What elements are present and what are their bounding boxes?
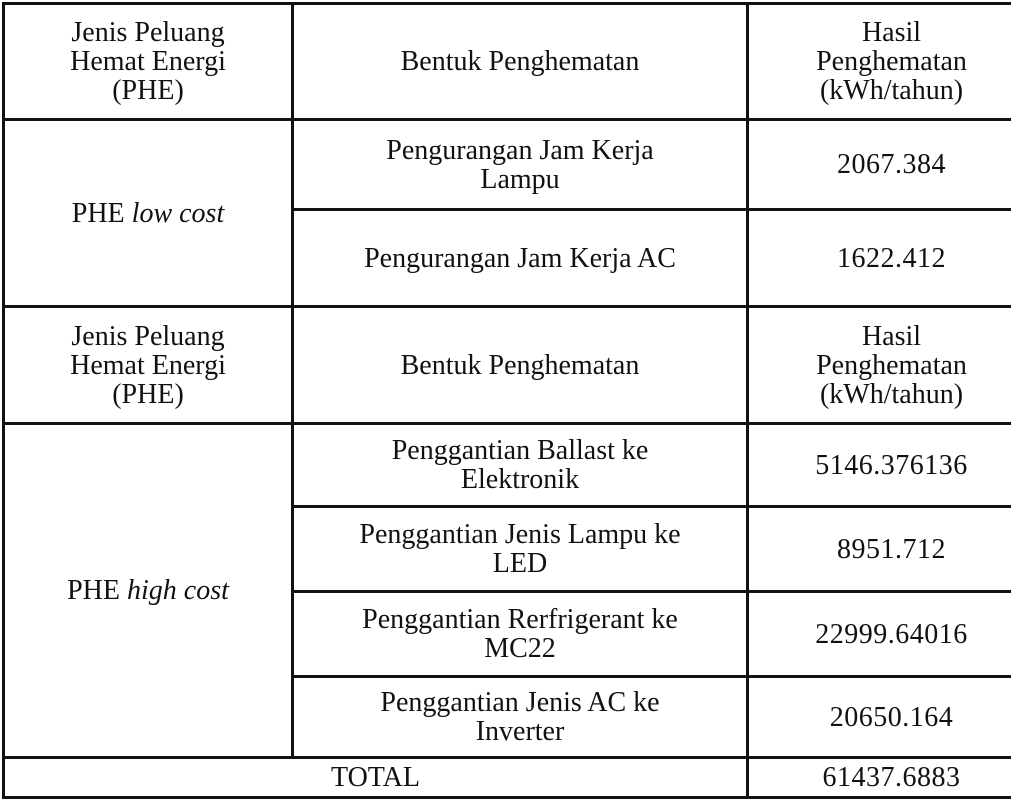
cell-text: Penggantian Ballast ke bbox=[391, 435, 649, 466]
header-bentuk: Bentuk Penghematan bbox=[293, 307, 748, 424]
header-text: Penghematan bbox=[816, 46, 967, 77]
header-text: Hasil bbox=[861, 320, 922, 352]
table-row bbox=[4, 120, 1011, 210]
hasil-cell: 20650.164 bbox=[748, 677, 1011, 758]
header-bentuk: Bentuk Penghematan bbox=[293, 4, 748, 120]
cell-text: Elektronik bbox=[460, 464, 580, 495]
cell-text: Penggantian Rerfrigerant ke bbox=[362, 604, 678, 635]
hasil-cell: 2067.384 bbox=[748, 120, 1011, 210]
cell-text: Inverter bbox=[475, 716, 565, 747]
group-label-italic: high cost bbox=[127, 575, 229, 606]
header-text: Hasil bbox=[861, 17, 922, 48]
group-label-italic: low cost bbox=[131, 197, 225, 229]
group-high-cost bbox=[4, 424, 293, 758]
hasil-cell: 22999.64016 bbox=[748, 592, 1011, 677]
group-low-cost bbox=[4, 120, 293, 307]
header-text: (PHE) bbox=[112, 75, 184, 106]
header-text: Jenis Peluang bbox=[71, 17, 225, 48]
cell-text: LED bbox=[492, 548, 548, 579]
energy-savings-table bbox=[2, 2, 1011, 799]
bentuk-cell bbox=[293, 677, 748, 758]
bentuk-cell bbox=[293, 592, 748, 677]
group-label: PHE bbox=[71, 197, 132, 229]
header-jenis-phe bbox=[4, 307, 293, 424]
table-row bbox=[4, 424, 1011, 507]
bentuk-cell bbox=[293, 120, 748, 210]
bentuk-cell bbox=[293, 210, 748, 307]
header-text: Hemat Energi bbox=[70, 349, 226, 381]
bentuk-cell bbox=[293, 507, 748, 592]
hasil-cell: 8951.712 bbox=[748, 507, 1011, 592]
hasil-cell: 1622.412 bbox=[748, 210, 1011, 307]
header-text: Penghematan bbox=[816, 349, 967, 381]
header-jenis-phe bbox=[4, 4, 293, 120]
header-hasil bbox=[748, 307, 1011, 424]
cell-text: Lampu bbox=[480, 163, 560, 195]
header-text: (kWh/tahun) bbox=[819, 75, 964, 106]
cell-text: Pengurangan Jam Kerja AC bbox=[364, 242, 676, 274]
total-value: 61437.6883 bbox=[748, 758, 1011, 798]
hasil-cell: 5146.376136 bbox=[748, 424, 1011, 507]
total-label: TOTAL bbox=[4, 758, 748, 798]
header-row-2 bbox=[4, 307, 1011, 424]
header-text: Hemat Energi bbox=[70, 46, 226, 77]
group-label: PHE bbox=[67, 575, 127, 606]
cell-text: Penggantian Jenis AC ke bbox=[380, 687, 660, 718]
total-row bbox=[4, 758, 1011, 798]
header-hasil bbox=[748, 4, 1011, 120]
bentuk-cell bbox=[293, 424, 748, 507]
header-text: (PHE) bbox=[112, 378, 184, 410]
header-text: Jenis Peluang bbox=[71, 320, 225, 352]
cell-text: Pengurangan Jam Kerja bbox=[386, 134, 654, 166]
header-text: (kWh/tahun) bbox=[819, 378, 964, 410]
cell-text: Penggantian Jenis Lampu ke bbox=[359, 519, 681, 550]
header-row bbox=[4, 4, 1011, 120]
cell-text: MC22 bbox=[484, 633, 556, 664]
